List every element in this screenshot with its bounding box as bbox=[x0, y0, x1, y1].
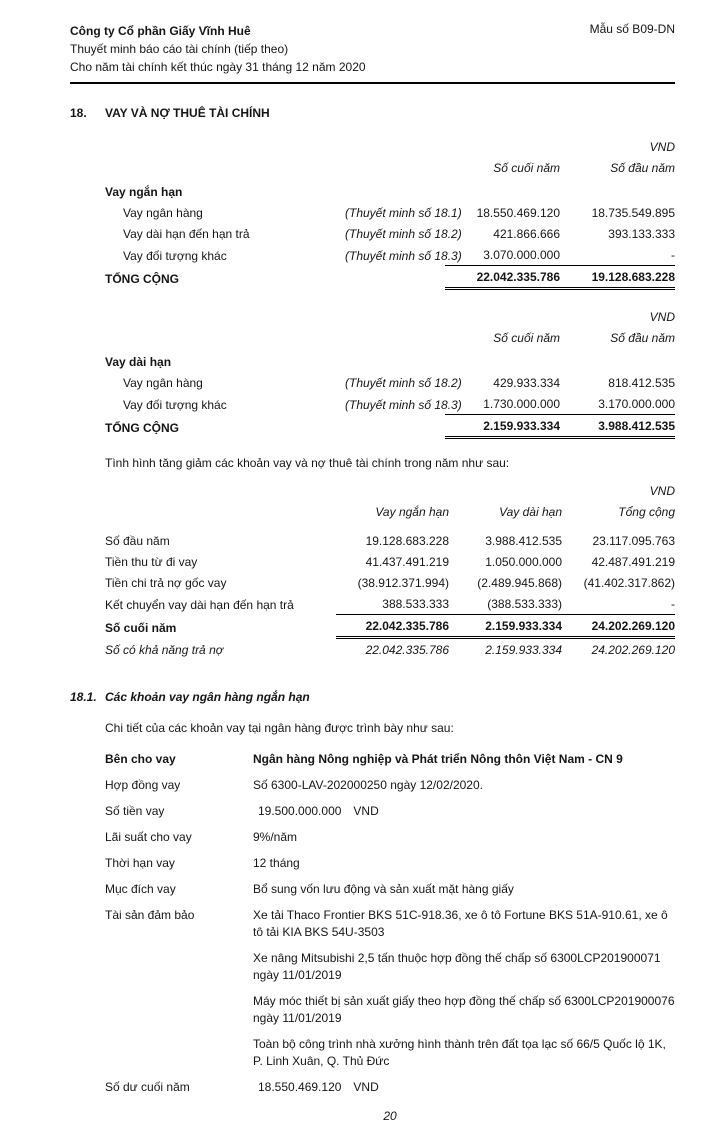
row-label: Kết chuyển vay dài hạn đến hạn trả bbox=[105, 597, 294, 612]
page-number: 20 bbox=[383, 1109, 397, 1123]
column-header-begin: Số đầu năm bbox=[610, 331, 675, 345]
column-header-begin: Số đầu năm bbox=[610, 161, 675, 175]
value-end: 18.550.469.120 bbox=[476, 206, 560, 220]
detail-row bbox=[105, 881, 675, 898]
value-long: 2.159.933.334 bbox=[449, 615, 562, 638]
value-begin: 393.133.333 bbox=[608, 227, 675, 241]
detail-row bbox=[105, 777, 675, 794]
table-row bbox=[105, 593, 675, 615]
total-end: 2.159.933.334 bbox=[445, 415, 560, 438]
currency-label: VND bbox=[649, 140, 675, 154]
total-label: TỔNG CỘNG bbox=[105, 420, 179, 435]
company-name: Công ty Cổ phần Giấy Vĩnh Huê bbox=[70, 24, 251, 38]
currency-label: VND bbox=[649, 484, 675, 498]
closing-balance-row bbox=[105, 1079, 675, 1096]
section-18-1-heading bbox=[70, 690, 675, 704]
row-note: (Thuyết minh số 18.3) bbox=[345, 248, 462, 263]
total-row bbox=[105, 415, 675, 438]
row-note: (Thuyết minh số 18.2) bbox=[345, 376, 462, 390]
column-header-end: Số cuối năm bbox=[493, 161, 560, 175]
group-header: Vay ngắn hạn bbox=[105, 185, 183, 199]
row-label: Tiền chi trả nợ gốc vay bbox=[105, 576, 227, 590]
row-label: Vay dài hạn đến hạn trả bbox=[123, 227, 250, 241]
value-total: - bbox=[562, 593, 675, 615]
table-row bbox=[105, 223, 675, 244]
collateral-items bbox=[253, 907, 675, 1070]
section-18-content bbox=[105, 132, 675, 660]
detail-intro: Chi tiết của các khoản vay tại ngân hàng được trình bày như sau: bbox=[105, 721, 454, 735]
row-label: Vay đối tượng khác bbox=[123, 397, 227, 412]
value-end: 1.730.000.000 bbox=[445, 393, 560, 415]
loan-detail-list bbox=[105, 751, 675, 1096]
row-label: Vay ngân hàng bbox=[123, 206, 203, 220]
value-end: 3.070.000.000 bbox=[445, 244, 560, 266]
collateral-row bbox=[105, 907, 675, 1070]
section-title: Các khoản vay ngân hàng ngắn hạn bbox=[105, 690, 310, 704]
detail-value bbox=[253, 803, 675, 820]
detail-label: Thời hạn vay bbox=[105, 856, 175, 870]
total-begin: 3.988.412.535 bbox=[560, 415, 675, 438]
table-row bbox=[105, 393, 675, 415]
detail-row bbox=[105, 751, 675, 768]
value-short: (38.912.371.994) bbox=[357, 576, 449, 590]
detail-row bbox=[105, 829, 675, 846]
form-number: Mẫu số B09-DN bbox=[589, 22, 675, 36]
report-subtitle: Thuyết minh báo cáo tài chính (tiếp theo) bbox=[70, 42, 289, 56]
value-short: 22.042.335.786 bbox=[365, 643, 449, 657]
row-label: Số có khả năng trả nợ bbox=[105, 643, 223, 657]
value-long: 3.988.412.535 bbox=[485, 534, 562, 548]
collateral-item: Xe nâng Mitsubishi 2,5 tấn thuộc hợp đồng thế chấp số 6300LCP201900071 ngày 11/01/2019 bbox=[253, 951, 661, 982]
value-long: (388.533.333) bbox=[449, 593, 562, 615]
row-note: (Thuyết minh số 18.3) bbox=[345, 397, 462, 412]
collateral-item: Máy móc thiết bị sản xuất giấy theo hợp đồng thế chấp số 6300LCP201900076 ngày 11/01/2019 bbox=[253, 994, 675, 1025]
currency-label: VND bbox=[649, 310, 675, 324]
value-begin: 818.412.535 bbox=[608, 376, 675, 390]
value-long: 2.159.933.334 bbox=[485, 643, 562, 657]
movement-intro: Tình hình tăng giảm các khoản vay và nợ thuê tài chính trong năm như sau: bbox=[105, 456, 510, 470]
detail-value: Bổ sung vốn lưu động và sản xuất mặt hàng giấy bbox=[253, 882, 514, 896]
detail-label: Số dư cuối năm bbox=[105, 1080, 190, 1094]
row-label: Số đầu năm bbox=[105, 534, 170, 548]
detail-label: Số tiền vay bbox=[105, 804, 165, 818]
row-label: Vay đối tượng khác bbox=[123, 248, 227, 263]
detail-value: Ngân hàng Nông nghiệp và Phát triển Nông thôn Việt Nam - CN 9 bbox=[253, 752, 623, 766]
detail-value bbox=[253, 1079, 675, 1096]
detail-row bbox=[105, 855, 675, 872]
total-row bbox=[105, 266, 675, 289]
value-long: 1.050.000.000 bbox=[485, 555, 562, 569]
column-header-end: Số cuối năm bbox=[493, 331, 560, 345]
row-label: Số cuối năm bbox=[105, 620, 177, 635]
row-label: Vay ngân hàng bbox=[123, 376, 203, 390]
detail-label: Lãi suất cho vay bbox=[105, 830, 192, 844]
table-row bbox=[105, 202, 675, 223]
detail-value: Số 6300-LAV-202000250 ngày 12/02/2020. bbox=[253, 778, 483, 792]
table-row bbox=[105, 551, 675, 572]
movement-table bbox=[105, 476, 675, 660]
value-begin: - bbox=[560, 244, 675, 266]
table-row bbox=[105, 572, 675, 593]
section-18-1-content bbox=[105, 720, 675, 1123]
table-row bbox=[105, 525, 675, 551]
table-row bbox=[105, 244, 675, 266]
capacity-row bbox=[105, 638, 675, 661]
row-note: (Thuyết minh số 18.2) bbox=[345, 227, 462, 241]
fiscal-period: Cho năm tài chính kết thúc ngày 31 tháng 12 năm 2020 bbox=[70, 60, 366, 74]
total-begin: 19.128.683.228 bbox=[560, 266, 675, 289]
closing-row bbox=[105, 615, 675, 638]
page-header bbox=[70, 22, 675, 84]
total-label: TỔNG CỘNG bbox=[105, 271, 179, 286]
column-header-long: Vay dài hạn bbox=[499, 505, 562, 519]
value-short: 388.533.333 bbox=[336, 593, 449, 615]
detail-label: Hợp đồng vay bbox=[105, 778, 181, 792]
detail-row bbox=[105, 803, 675, 820]
value-begin: 3.170.000.000 bbox=[560, 393, 675, 415]
short-term-loans-table bbox=[105, 132, 675, 290]
detail-label: Mục đích vay bbox=[105, 882, 176, 896]
table-row bbox=[105, 372, 675, 393]
collateral-item: Toàn bộ công trình nhà xưởng hình thành trên đất tọa lạc số 66/5 Quốc lộ 1K, P. Linh Xuân, Q. Thủ Đức bbox=[253, 1037, 666, 1068]
value-short: 19.128.683.228 bbox=[365, 534, 449, 548]
group-header: Vay dài hạn bbox=[105, 355, 172, 369]
column-header-short: Vay ngắn hạn bbox=[375, 505, 449, 519]
column-header-total: Tổng cộng bbox=[618, 505, 675, 519]
currency-unit: VND bbox=[353, 804, 379, 818]
value-begin: 18.735.549.895 bbox=[591, 206, 675, 220]
value-total: 24.202.269.120 bbox=[591, 643, 675, 657]
row-note: (Thuyết minh số 18.1) bbox=[345, 206, 462, 220]
amount: 18.550.469.120 bbox=[258, 1080, 342, 1094]
section-number: 18.1. bbox=[70, 690, 97, 704]
detail-label: Bên cho vay bbox=[105, 752, 176, 766]
amount: 19.500.000.000 bbox=[258, 804, 342, 818]
value-total: (41.402.317.862) bbox=[583, 576, 675, 590]
detail-value: 9%/năm bbox=[253, 830, 298, 844]
value-total: 24.202.269.120 bbox=[562, 615, 675, 638]
total-end: 22.042.335.786 bbox=[445, 266, 560, 289]
detail-label: Tài sản đảm bảo bbox=[105, 908, 195, 922]
long-term-loans-table bbox=[105, 302, 675, 439]
value-short: 41.437.491.219 bbox=[365, 555, 449, 569]
section-18-heading bbox=[70, 106, 675, 120]
row-label: Tiền thu từ đi vay bbox=[105, 555, 198, 569]
value-short: 22.042.335.786 bbox=[336, 615, 449, 638]
section-number: 18. bbox=[70, 106, 87, 120]
header-left bbox=[70, 22, 366, 76]
currency-unit: VND bbox=[353, 1080, 379, 1094]
value-total: 42.487.491.219 bbox=[591, 555, 675, 569]
detail-value: 12 tháng bbox=[253, 856, 300, 870]
value-end: 421.866.666 bbox=[493, 227, 560, 241]
value-total: 23.117.095.763 bbox=[592, 534, 675, 548]
collateral-item: Xe tải Thaco Frontier BKS 51C-918.36, xe ô tô Fortune BKS 51A-910.61, xe ô tô tải KIA BKS 54U-3503 bbox=[253, 908, 668, 939]
section-title: VAY VÀ NỢ THUÊ TÀI CHÍNH bbox=[105, 106, 270, 120]
value-long: (2.489.945.868) bbox=[477, 576, 562, 590]
value-end: 429.933.334 bbox=[493, 376, 560, 390]
